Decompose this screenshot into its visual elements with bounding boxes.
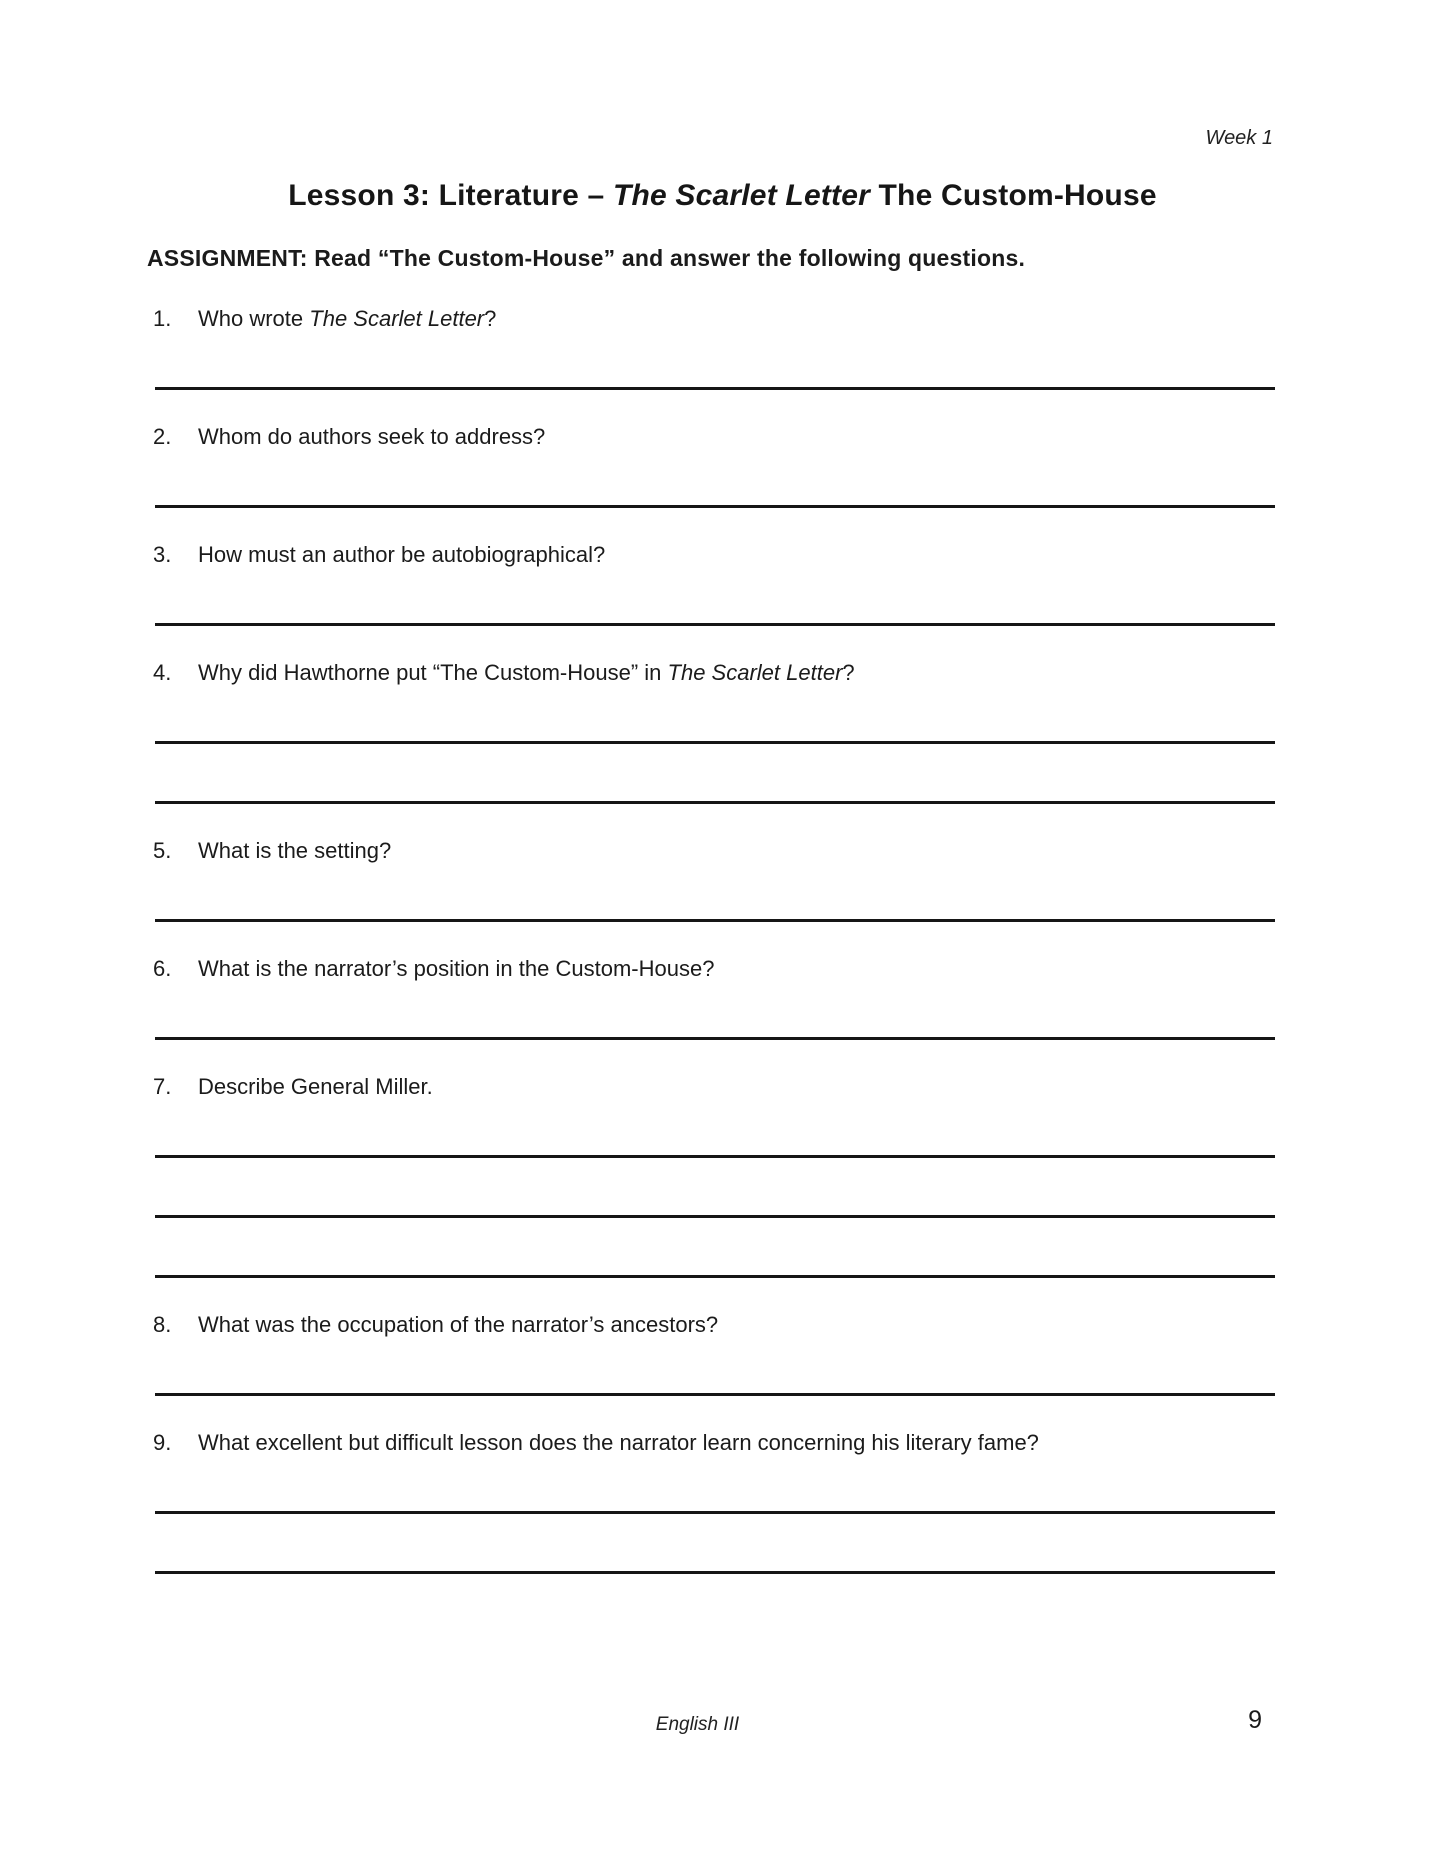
answer-line [155, 1275, 1275, 1278]
question-text-segment: Why did Hawthorne put “The Custom-House” in [198, 660, 668, 685]
question-block [147, 1429, 1445, 1574]
question-row [147, 1073, 1445, 1101]
book-title-italic: The Scarlet Letter [309, 306, 485, 331]
assignment-instruction: ASSIGNMENT: Read “The Custom-House” and answer the following questions. [147, 245, 1026, 271]
question-text-segment: ? [842, 660, 855, 685]
question-text [198, 659, 1445, 687]
question-block [147, 305, 1445, 390]
answer-lines-group [147, 1393, 1445, 1396]
question-number: 6. [153, 956, 172, 981]
answer-line [155, 1393, 1275, 1396]
question-row [147, 659, 1445, 687]
answer-lines-group [147, 505, 1445, 508]
answer-line [155, 387, 1275, 390]
question-row [147, 423, 1445, 451]
question-block [147, 1311, 1445, 1396]
question-text [198, 1429, 1445, 1457]
answer-line [155, 1215, 1275, 1218]
answer-line [155, 919, 1275, 922]
question-number: 9. [153, 1430, 172, 1455]
page-title [0, 0, 1445, 216]
answer-line [155, 1155, 1275, 1158]
answer-lines-group [147, 1037, 1445, 1040]
answer-lines-group [147, 919, 1445, 922]
question-text-segment: How must an author be autobiographical? [198, 542, 606, 567]
question-block [147, 659, 1445, 804]
question-text-segment: What is the setting? [198, 838, 392, 863]
week-label: Week 1 [1205, 127, 1273, 149]
question-row [147, 837, 1445, 865]
answer-lines-group [147, 1155, 1445, 1278]
question-block [147, 1073, 1445, 1278]
title-prefix: Lesson 3: Literature – [288, 179, 613, 212]
title-book-name: The Scarlet Letter [612, 179, 870, 212]
answer-line [155, 505, 1275, 508]
question-text [198, 955, 1445, 983]
question-text-segment: Describe General Miller. [198, 1074, 433, 1099]
question-block [147, 541, 1445, 626]
question-text-segment: What excellent but difficult lesson does the narrator learn concerning his literary fame? [198, 1430, 1039, 1455]
question-text-segment: Who wrote [198, 306, 310, 331]
book-title-italic: The Scarlet Letter [667, 660, 843, 685]
question-text-segment: What was the occupation of the narrator’s ancestors? [198, 1312, 719, 1337]
question-number: 7. [153, 1074, 172, 1099]
question-block [147, 837, 1445, 922]
question-list [0, 305, 1445, 1574]
question-number: 5. [153, 838, 172, 863]
question-text [198, 837, 1445, 865]
question-number: 2. [153, 424, 172, 449]
answer-lines-group [147, 1511, 1445, 1574]
footer-course-label: English III [655, 1714, 740, 1735]
question-row [147, 541, 1445, 569]
question-text [198, 541, 1445, 569]
question-text-segment: Whom do authors seek to address? [198, 424, 546, 449]
question-row [147, 305, 1445, 333]
answer-lines-group [147, 623, 1445, 626]
answer-lines-group [147, 741, 1445, 804]
question-number: 1. [153, 306, 172, 331]
question-text [198, 1073, 1445, 1101]
answer-line [155, 801, 1275, 804]
question-text [198, 305, 1445, 333]
question-text-segment: What is the narrator’s position in the Custom-House? [198, 956, 715, 981]
title-suffix: The Custom-House [869, 179, 1157, 212]
question-row [147, 1311, 1445, 1339]
answer-line [155, 1511, 1275, 1514]
question-text-segment: ? [484, 306, 497, 331]
answer-lines-group [147, 387, 1445, 390]
answer-line [155, 741, 1275, 744]
question-number: 8. [153, 1312, 172, 1337]
question-block [147, 423, 1445, 508]
answer-line [155, 1037, 1275, 1040]
question-text [198, 1311, 1445, 1339]
question-text [198, 423, 1445, 451]
question-row [147, 1429, 1445, 1457]
question-number: 4. [153, 660, 172, 685]
answer-line [155, 623, 1275, 626]
question-number: 3. [153, 542, 172, 567]
question-row [147, 955, 1445, 983]
answer-line [155, 1571, 1275, 1574]
question-block [147, 955, 1445, 1040]
footer-page-number: 9 [1248, 1706, 1262, 1734]
